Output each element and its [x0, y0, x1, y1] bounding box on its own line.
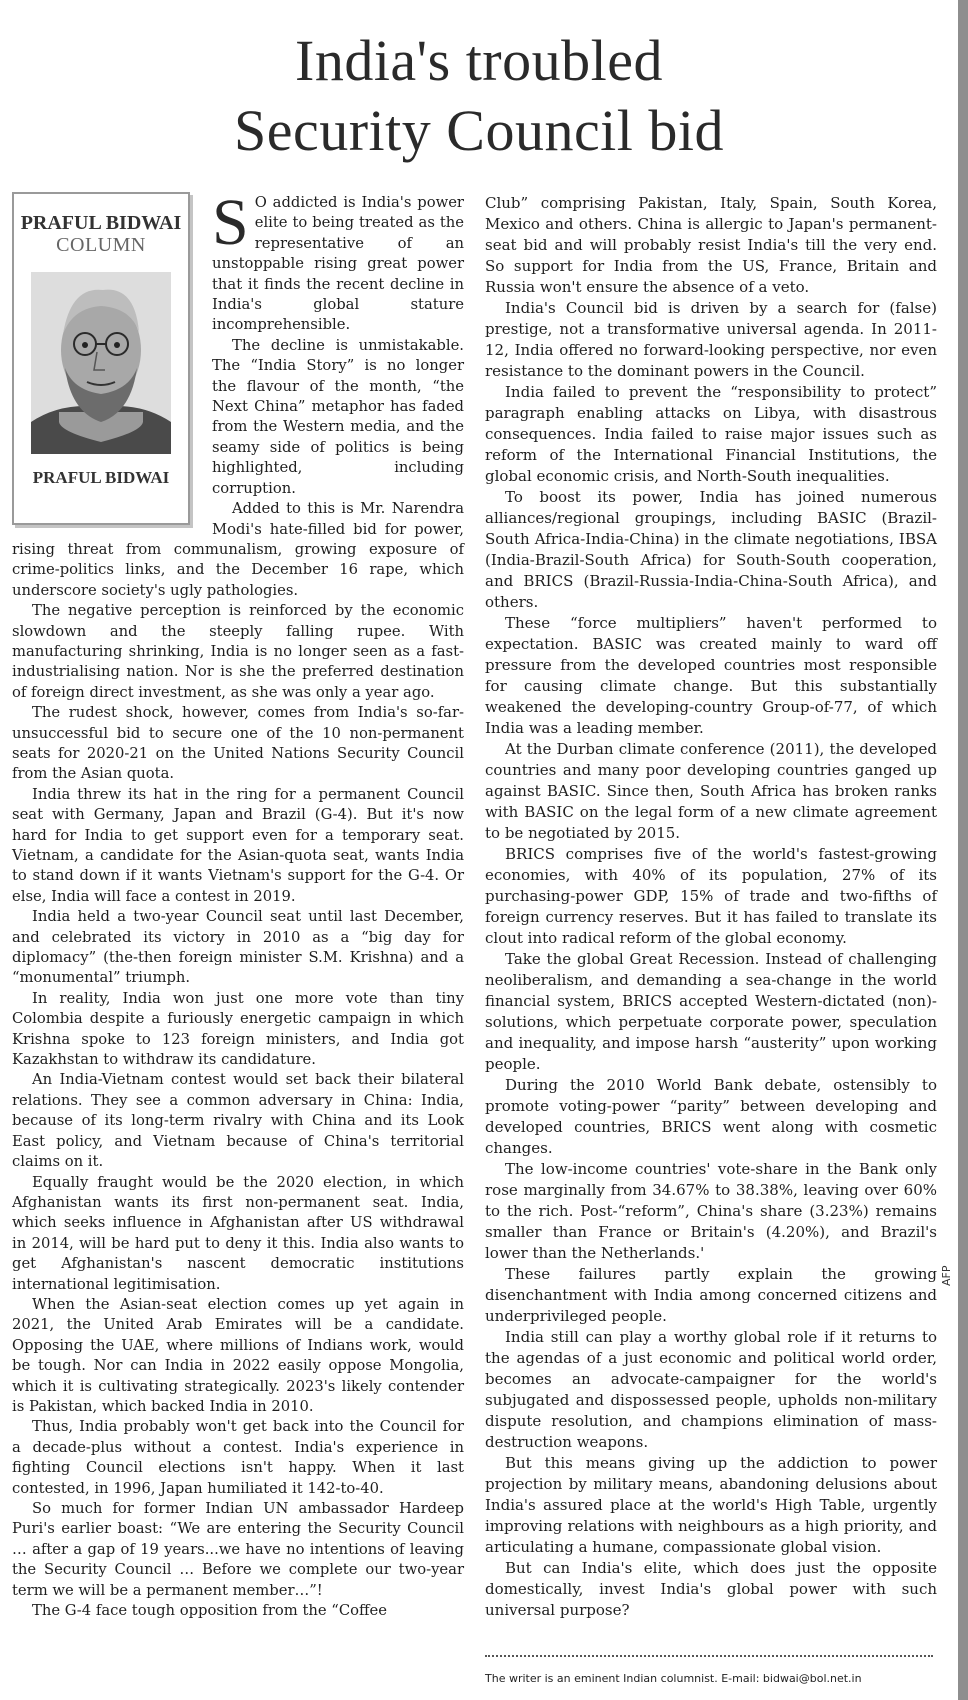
- paragraph: These failures partly explain the growing disenchantment with India among concerned citizens and underprivileged people.: [485, 1265, 937, 1325]
- paragraph: These “force multipliers” haven't performed to expectation. BASIC was created mainly to ward off pressure from the developed countries most responsible for causing climate change. But this substantially weakened the developing-country Group-of-77, of which India was a leading member.: [485, 614, 937, 737]
- article-column-left: [12, 186, 464, 1621]
- paragraph: To boost its power, India has joined numerous alliances/regional groupings, including BASIC (Brazil-South Africa-India-China) in the climate negotiations, IBSA (India-Brazil-South Africa) for South-South cooperation, and BRICS (Brazil-Russia-India-China-South Africa), and others.: [485, 488, 937, 611]
- paragraph: Club” comprising Pakistan, Italy, Spain, South Korea, Mexico and others. China is allergic to Japan's permanent-seat bid and will probably resist India's till the very end. So support for India from the US, France, Britain and Russia won't ensure the absence of a veto.: [485, 194, 937, 296]
- page-edge: [958, 0, 968, 1700]
- paragraph: Equally fraught would be the 2020 election, in which Afghanistan wants its first non-permanent seat. India, which seeks influence in Afghanistan after US withdrawal in 2014, will be hard put to deny it this. India also wants to get Afghanistan's nascent democratic institutions international legitimisation.: [12, 1173, 464, 1293]
- paragraph: But can India's elite, which does just the opposite domestically, invest India's global power with such universal purpose?: [485, 1559, 937, 1619]
- paragraph: The negative perception is reinforced by the economic slowdown and the steeply falling rupee. With manufacturing shrinking, India is no longer seen as a fast-industrialising nation. Nor is she the preferred destination of foreign direct investment, as she was only a year ago.: [12, 602, 464, 701]
- photo-credit: AFP: [940, 1265, 953, 1286]
- paragraph: BRICS comprises five of the world's fastest-growing economies, with 40% of its population, 27% of its purchasing-power GDP, 15% of trade and two-fifths of foreign currency reserves. But it has failed to translate its clout into radical reform of the global economy.: [485, 845, 937, 947]
- paragraph: The G-4 face tough opposition from the “Coffee: [32, 1602, 387, 1620]
- paragraph: The rudest shock, however, comes from India's so-far-unsuccessful bid to secure one of the 10 non-permanent seats for 2020-21 on the United Nations Security Council from the Asian quota.: [12, 704, 464, 783]
- paragraph: But this means giving up the addiction to power projection by military means, abandoning delusions about India's assured place at the world's High Table, urgently improving relations with neighbours as a high priority, and articulating a humane, compassionate global vision.: [485, 1454, 937, 1556]
- article-column-right: [485, 193, 937, 1621]
- paragraph: The low-income countries' vote-share in the Bank only rose marginally from 34.67% to 38.38%, leaving over 60% to the rich. Post-“reform”, China's share (3.23%) remains smaller than France or Britain's (4.20%), and Brazil's lower than the Netherlands.': [485, 1160, 937, 1262]
- paragraph: India threw its hat in the ring for a permanent Council seat with Germany, Japan and Brazil (G-4). But it's now hard for India to get support even for a temporary seat. Vietnam, a candidate for the Asian-quota seat, wants India to stand down if it wants Vietnam's support for the G-4. Or else, India will face a contest in 2019.: [12, 785, 464, 905]
- byline-box: [12, 192, 190, 525]
- paragraph: In reality, India won just one more vote than tiny Colombia despite a furiously energetic campaign in which Krishna spoke to 123 foreign ministers, and India got Kazakhstan to withdraw its candidature.: [12, 989, 464, 1069]
- paragraph: O addicted is India's power elite to being treated as the representative of an unstoppable rising great power that it finds the recent decline in India's global stature incomprehensible.: [212, 194, 464, 334]
- paragraph: When the Asian-seat election comes up yet again in 2021, the United Arab Emirates will be a candidate. Opposing the UAE, where millions of Indians work, would be tough. Nor can India in 2022 easily oppose Mongolia, which it is cultivating strategically. 2023's likely contender is Pakistan, which backed India in 2010.: [12, 1295, 464, 1415]
- drop-cap: S: [212, 186, 249, 259]
- headline-line-2: Security Council bid: [233, 98, 725, 163]
- paragraph: India still can play a worthy global role if it returns to the agendas of a just economic and political world order, becomes an advocate-campaigner for the world's subjugated and dispossessed people, upholds non-military dispute resolution, and champions elimination of mass-destruction weapons.: [485, 1328, 937, 1451]
- footer-divider: [485, 1655, 933, 1657]
- headline: [0, 26, 958, 166]
- paragraph: India held a two-year Council seat until last December, and celebrated its victory in 2010 as a “big day for diplomacy” (the-then foreign minister S.M. Krishna) and a “monumental” triumph.: [12, 908, 464, 987]
- author-note: The writer is an eminent Indian columnist. E-mail: bidwai@bol.net.in: [485, 1672, 862, 1685]
- paragraph: At the Durban climate conference (2011), the developed countries and many poor developing countries ganged up against BASIC. Since then, South Africa has broken ranks with BASIC on the legal form of a new climate agreement to be negotiated by 2015.: [485, 740, 937, 842]
- byline-footer-name: PRAFUL BIDWAI: [32, 468, 170, 487]
- paragraph: India failed to prevent the “responsibility to protect” paragraph enabling attacks on Libya, with disastrous consequences. India failed to raise major issues such as reform of the International Financial Institutions, the global economic crisis, and North-South inequalities.: [485, 383, 937, 485]
- byline-label: COLUMN: [56, 234, 146, 256]
- paragraph: An India-Vietnam contest would set back their bilateral relations. They see a common adversary in China: India, because of its long-term rivalry with China and its Look East policy, and Vietnam because of China's territorial claims on it.: [12, 1071, 464, 1171]
- author-photo: [31, 272, 171, 454]
- paragraph: Added to this is Mr. Narendra Modi's hate-filled bid for power, rising threat from communalism, growing exposure of crime-politics links, and the December 16 rape, which underscore society's ugly pathologies.: [12, 500, 464, 599]
- paragraph: Take the global Great Recession. Instead of challenging neoliberalism, and demanding a sea-change in the world financial system, BRICS accepted Western-dictated (non)-solutions, which perpetuate corporate power, speculation and inequality, and impose harsh “austerity” upon working people.: [485, 950, 937, 1073]
- paragraph: Thus, India probably won't get back into the Council for a decade-plus without a contest. India's experience in fighting Council elections isn't happy. When it last contested, in 1996, Japan humiliated it 142-to-40.: [12, 1418, 464, 1497]
- paragraph: India's Council bid is driven by a search for (false) prestige, not a transformative universal agenda. In 2011-12, India offered no forward-looking perspective, nor even resistance to the dominant powers in the Council.: [485, 299, 937, 380]
- paragraph: During the 2010 World Bank debate, ostensibly to promote voting-power “parity” between developing and developed countries, BRICS went along with cosmetic changes.: [485, 1076, 937, 1157]
- paragraph: The decline is unmistakable. The “India Story” is no longer the flavour of the month, “the Next China” metaphor has faded from the Western media, and the seamy side of politics is being highlighted, including corruption.: [212, 336, 464, 497]
- paragraph: So much for former Indian UN ambassador Hardeep Puri's earlier boast: “We are entering the Security Council … after a gap of 19 years...we have no intentions of leaving the Security Council … Before we complete our two-year term we will be a permanent member…”!: [12, 1500, 464, 1599]
- headline-line-1: India's troubled: [295, 28, 663, 93]
- byline-name: PRAFUL BIDWAI: [20, 212, 182, 234]
